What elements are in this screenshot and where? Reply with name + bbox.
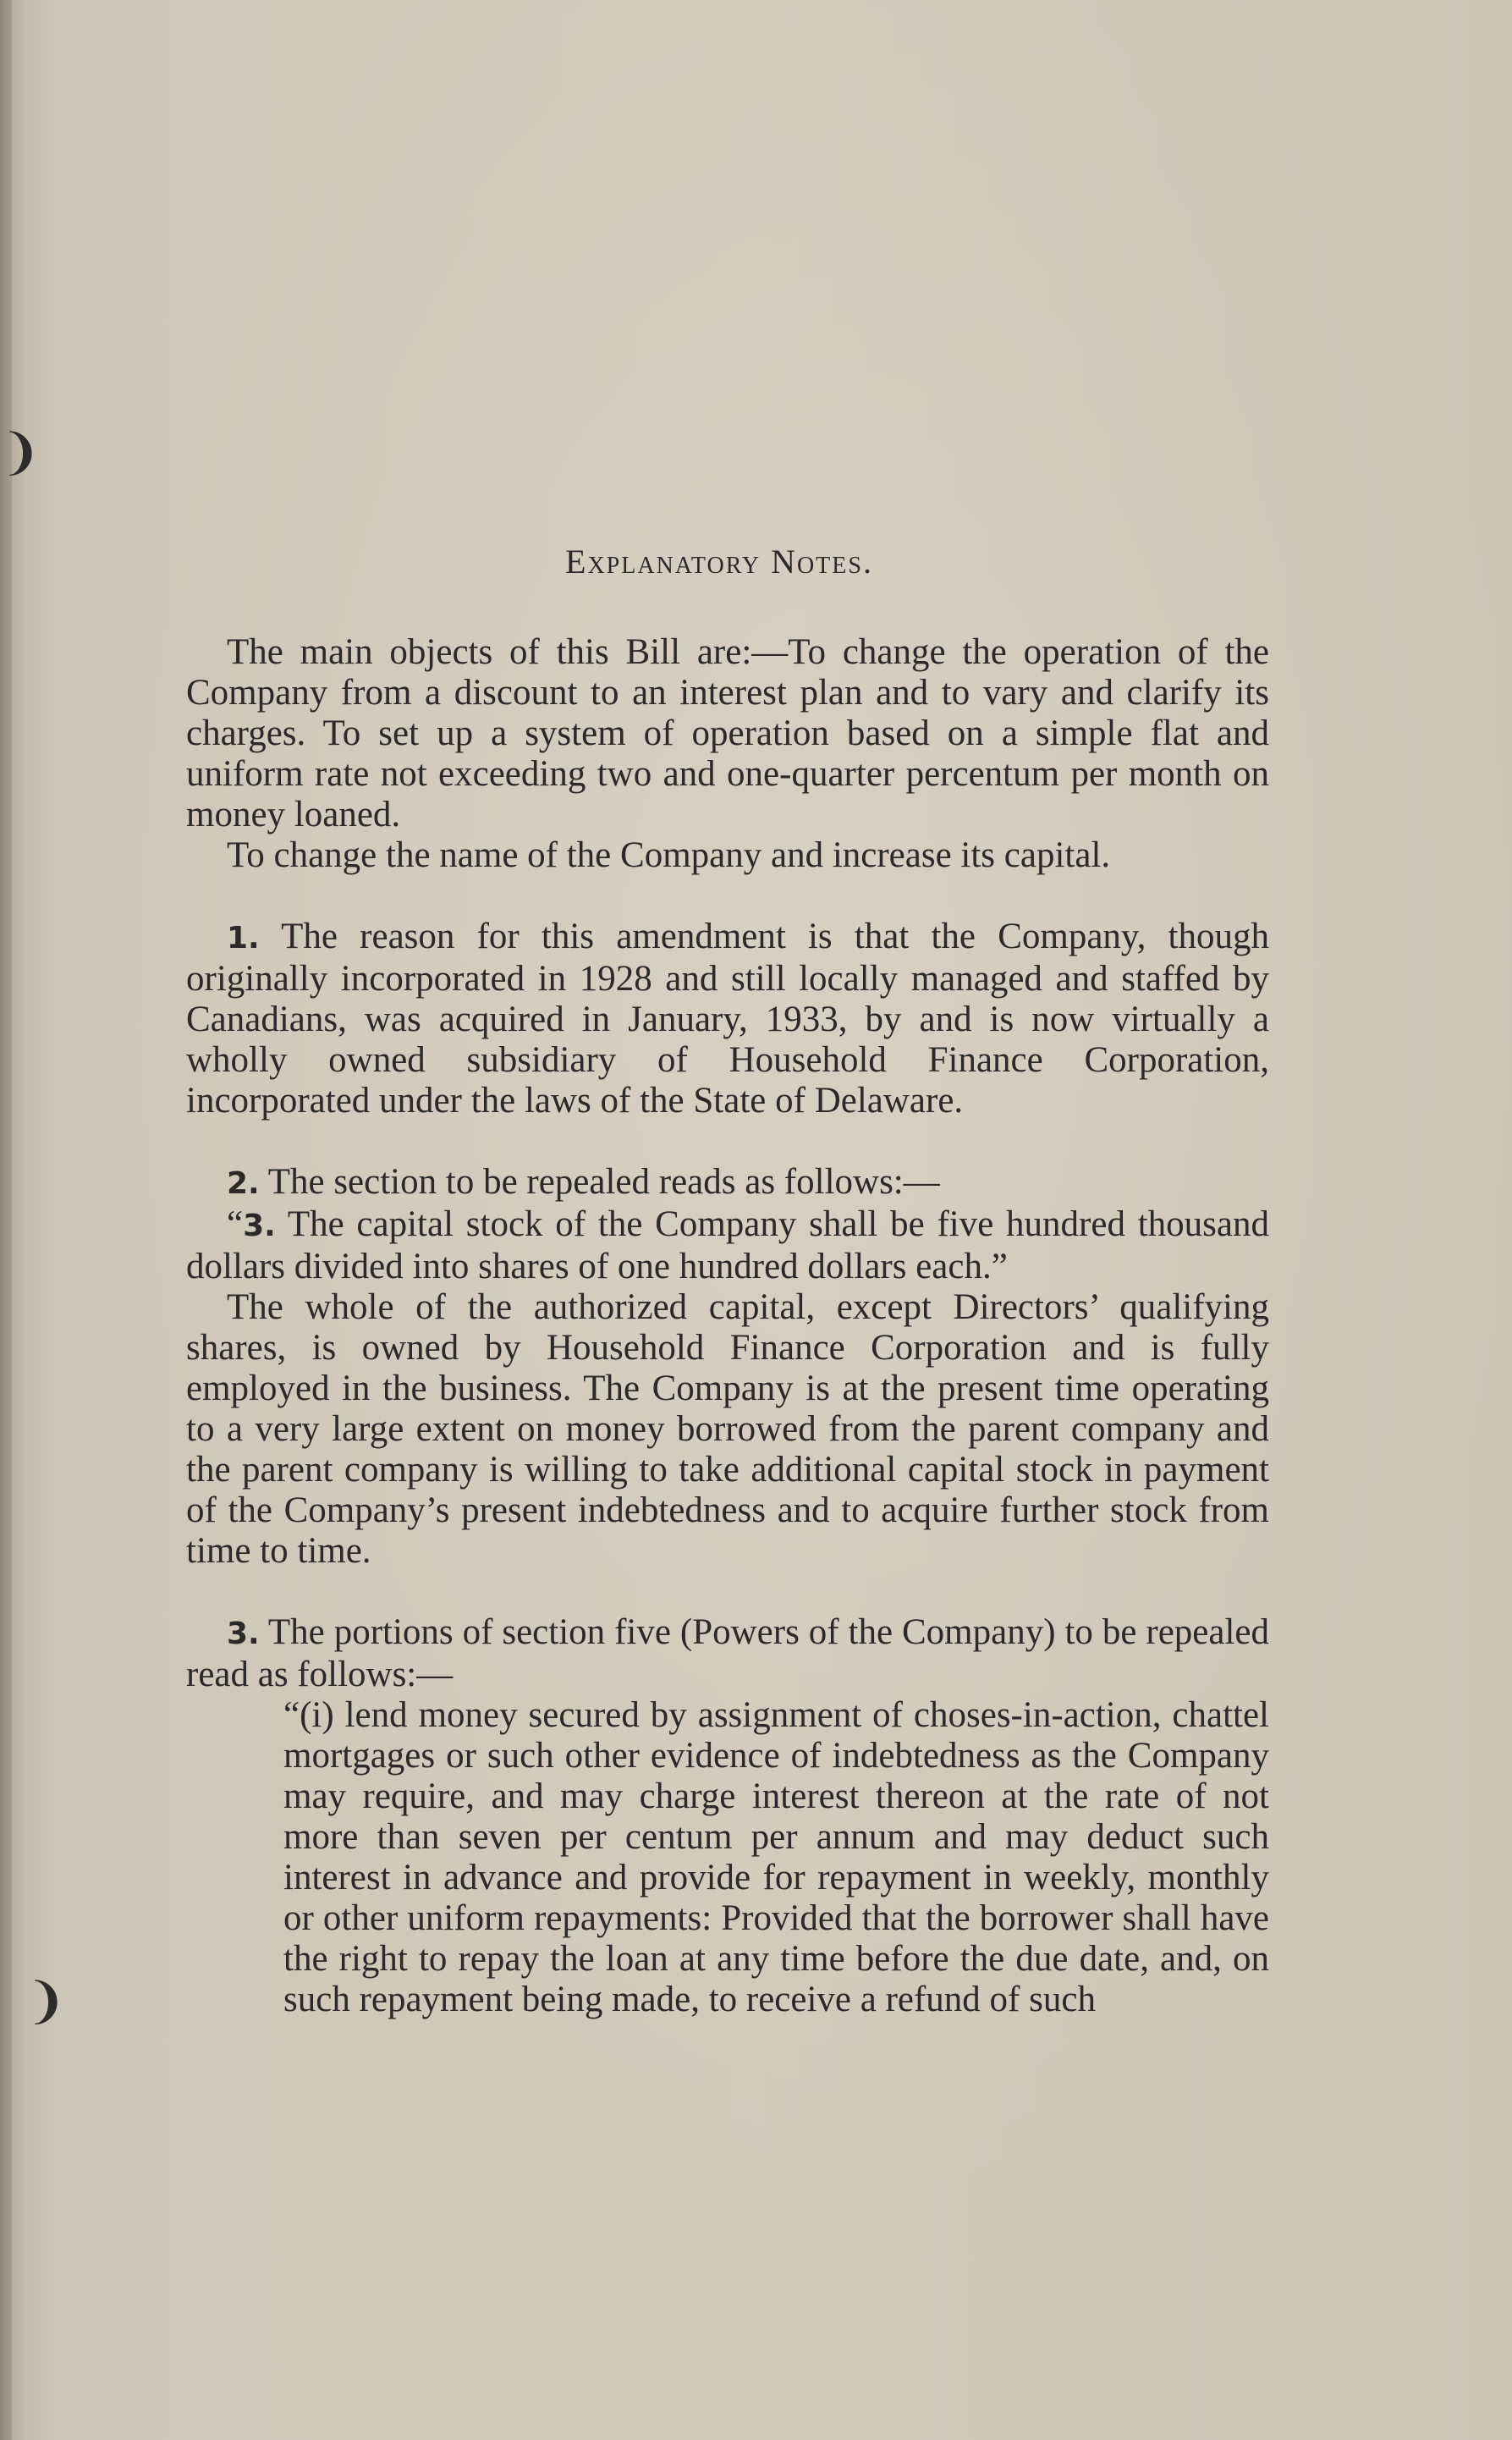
note-2-intro-paragraph	[186, 1162, 1269, 1204]
binding-hole-mark-top: ❩	[0, 423, 41, 481]
note-2-explanation: The whole of the authorized capital, except Directors’ qualifying shares, is owned by Household Finance Corporation and is fully employed in the business. The Company is at the present time operating to a very large extent on money borrowed from the parent company and the parent company is willing to take additional capital stock in payment of the Company’s present indebtedness and to acquire further stock from time to time.	[186, 1287, 1269, 1571]
note-3-intro: The portions of section five (Powers of the Company) to be repealed read as follows:—	[186, 1612, 1269, 1694]
note-2-intro: The section to be repealed reads as follows:—	[267, 1162, 940, 1202]
note-1-number: 1.	[227, 921, 260, 956]
document-body	[186, 542, 1269, 2020]
note-2-quote-open: “	[227, 1204, 244, 1244]
note-1-text: The reason for this amendment is that the Company, though originally incorporated in 1928 and still locally managed and staffed by Canadians, was acquired in January, 1933, by and is now virtually a wholly owned subsidiary of Household Finance Corporation, incorporated under the laws of the State of Delaware.	[186, 917, 1269, 1121]
page-title: Explanatory Notes.	[565, 543, 873, 581]
note-3-intro-paragraph	[186, 1612, 1269, 1695]
note-2-number: 2.	[227, 1166, 260, 1201]
note-2-quote-text: The capital stock of the Company shall be five hundred thousand dollars divided into shares of one hundred dollars each.”	[186, 1204, 1269, 1286]
note-1-paragraph	[186, 917, 1269, 1121]
intro-paragraph-2: To change the name of the Company and increase its capital.	[227, 835, 1111, 875]
binding-hole-mark-bottom: ❩	[25, 1972, 67, 2030]
page-binding-edge	[0, 0, 12, 2440]
note-2-quoted-section	[186, 1204, 1269, 1287]
note-3-quote-block	[186, 1695, 1269, 2020]
note-3-quoted-provision: “(i) lend money secured by assignment of choses-in-action, chattel mortgages or such other evidence of indebtedness as the Company may require, and may charge interest thereon at the rate of not more than seven per centum per annum and may deduct such interest in advance and provide for repayment in weekly, monthly or other uniform repayments: Provided that the borrower shall have the right to repay the loan at any time before the due date, and, on such repayment being made, to receive a refund of such	[283, 1695, 1269, 2019]
note-3-number: 3.	[227, 1617, 260, 1651]
intro-paragraph-1: The main objects of this Bill are:—To change the operation of the Company from a discount to an interest plan and to vary and clarify its charges. To set up a system of operation based on a simple flat and uniform rate not exceeding two and one-quarter percentum per month on money loaned.	[186, 632, 1269, 834]
note-2-quote-number: 3.	[243, 1209, 276, 1243]
